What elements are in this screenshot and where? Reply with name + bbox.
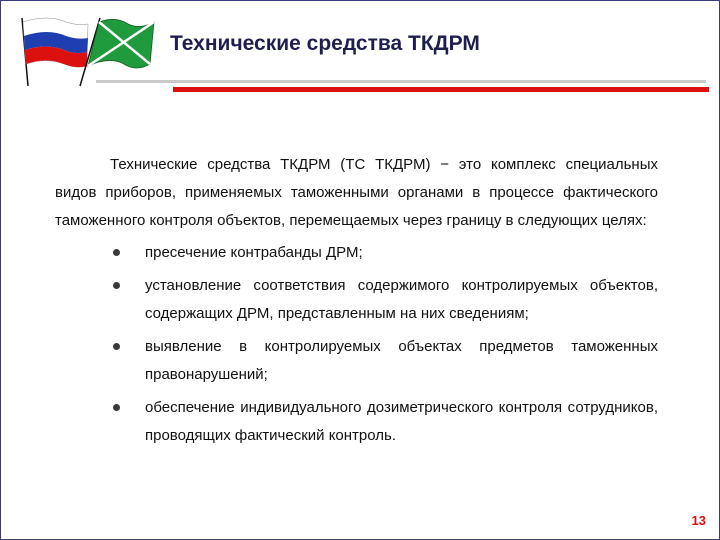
- russian-flag-icon: [22, 18, 88, 86]
- slide-body: [55, 151, 658, 455]
- slide-title: Технические средства ТКДРМ: [170, 32, 480, 55]
- purpose-list: [55, 239, 658, 450]
- bullet-icon: [113, 249, 120, 256]
- list-item: [55, 239, 658, 267]
- list-item: [55, 394, 658, 450]
- customs-flag-icon: [80, 18, 154, 86]
- list-item-text: установление соответствия содержимого контролируемых объектов, содержащих ДРМ, представленным на них сведениям;: [145, 277, 658, 322]
- bullet-icon: [113, 282, 120, 289]
- intro-paragraph: Технические средства ТКДРМ (ТС ТКДРМ) − это комплекс специальных видов приборов, применяемых таможенными органами в процессе фактического таможенного контроля объектов, перемещаемых через границу в следующих целях:: [55, 156, 658, 229]
- title-divider-red: [173, 87, 709, 92]
- bullet-icon: [113, 343, 120, 350]
- list-item: [55, 272, 658, 328]
- list-item-text: пресечение контрабанды ДРМ;: [145, 244, 363, 261]
- flags-emblem: [8, 14, 158, 88]
- title-divider-grey: [96, 80, 706, 83]
- list-item-text: выявление в контролируемых объектах предметов таможенных правонарушений;: [145, 338, 658, 383]
- bullet-icon: [113, 404, 120, 411]
- list-item: [55, 333, 658, 389]
- page-number: 13: [691, 513, 706, 528]
- list-item-text: обеспечение индивидуального дозиметрического контроля сотрудников, проводящих фактический контроль.: [145, 399, 658, 444]
